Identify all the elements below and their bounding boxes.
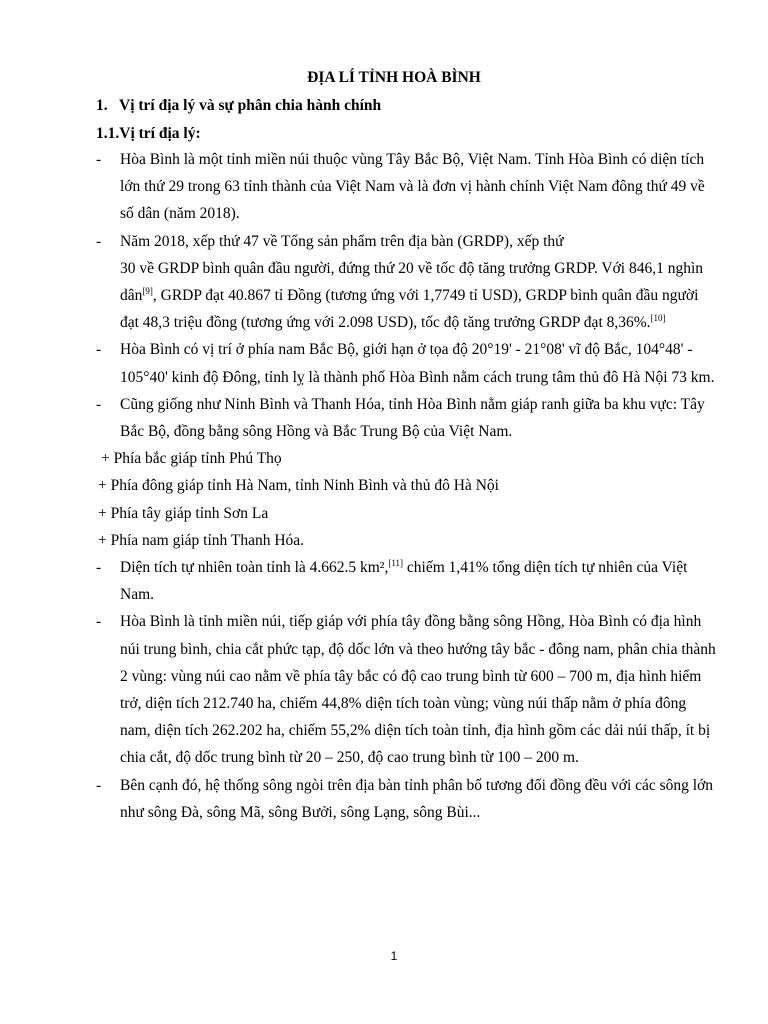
- bullet-text: chiếm 1,41% tổng diện tích tự nhiên của Việt Nam.: [120, 559, 688, 604]
- bullet-dash: -: [96, 232, 102, 250]
- bullet-text: Năm 2018, xếp thứ 47 về Tổng sản phẩm trên địa bàn (GRDP), xếp thứ: [120, 232, 564, 250]
- bullet-text: Hòa Bình là tỉnh miền núi, tiếp giáp với phía tây đồng bằng sông Hồng, Hòa Bình có địa hình núi trung bình, chia cắt phức tạp, độ dốc lớn và theo hướng tây bắc - đông nam, phân chia thành 2 vùng: vùng núi cao nằm về phía tây bắc có độ cao trung bình từ 600 – 700 m, địa hình hiểm trở, diện tích 212.740 ha, chiếm 44,8% diện tích toàn vùng; vùng núi thấp nằm ở phía đông nam, diện tích 262.202 ha, chiếm 55,2% diện tích toàn tỉnh, địa hình gồm các dải núi thấp, ít bị chia cắt, độ dốc trung bình từ 20 – 250, độ cao trung bình từ 100 – 200 m.: [120, 613, 716, 767]
- border-east: + Phía đông giáp tỉnh Hà Nam, tỉnh Ninh Bình và thủ đô Hà Nội: [98, 477, 499, 495]
- bullet-dash: -: [96, 151, 102, 168]
- bullet-dash: -: [96, 395, 102, 413]
- page-number: 1: [390, 949, 398, 963]
- bullet-text: 30 về GRDP bình quân đầu người, đứng thứ 20 về tốc độ tăng trưởng GRDP. Với 846,1 nghìn dân: [120, 259, 704, 305]
- bullet-dash: -: [96, 613, 102, 631]
- bullet-item: [96, 554, 716, 608]
- section-1-1-heading: 1.1.Vị trí địa lý:: [96, 125, 201, 142]
- bullet-item: [96, 336, 716, 390]
- bullet-text: Cũng giống như Ninh Bình và Thanh Hóa, tỉnh Hòa Bình nằm giáp ranh giữa ba khu vực: Tây Bắc Bộ, đồng bằng sông Hồng và Bắc Trung Bộ của Việt Nam.: [120, 395, 705, 441]
- footnote-ref[interactable]: [9]: [142, 286, 153, 297]
- document-title: ĐỊA LÍ TỈNH HOÀ BÌNH: [307, 69, 481, 86]
- bullet-text: Hòa Bình có vị trí ở phía nam Bắc Bộ, giới hạn ở tọa độ 20°19' - 21°08' vĩ độ Bắc, 104°48' - 105°40' kinh độ Đông, tỉnh lỵ là thành phố Hòa Bình nằm cách trung tâm thủ đô Hà Nội 73 km.: [120, 341, 715, 386]
- bullet-text: Hòa Bình là một tỉnh miền núi thuộc vùng Tây Bắc Bộ, Việt Nam. Tỉnh Hòa Bình có diện tích lớn thứ 29 trong 63 tỉnh thành của Việt Nam và là đơn vị hành chính Việt Nam đông thứ 49 về số dân (năm 2018).: [120, 151, 705, 223]
- bullet-text: Diện tích tự nhiên toàn tỉnh là 4.662.5 km²,: [120, 559, 389, 577]
- footnote-ref[interactable]: [11]: [388, 558, 404, 569]
- bullet-text: Bên cạnh đó, hệ thống sông ngòi trên địa bàn tỉnh phân bố tương đối đồng đều với các sông lớn như sông Đà, sông Mã, sông Bưởi, sông Lạng, sông Bùi...: [120, 776, 714, 821]
- section-1-title: Vị trí địa lý và sự phân chia hành chính: [119, 97, 382, 114]
- document-body: [96, 146, 716, 826]
- bullet-dash: -: [96, 341, 102, 359]
- bullet-item: [96, 146, 716, 228]
- bullet-item: [96, 772, 716, 826]
- bullet-item: [96, 228, 716, 337]
- border-south: + Phía nam giáp tỉnh Thanh Hóa.: [98, 531, 305, 549]
- section-1-heading: [96, 96, 381, 116]
- bullet-text: , GRDP đạt 40.867 tỉ Đồng (tương ứng với 1,7749 tỉ USD), GRDP bình quân đầu người đạt 48,3 triệu đồng (tương ứng với 2.098 USD), tốc độ tăng trưởng GRDP đạt 8,36%.: [120, 287, 699, 332]
- bullet-dash: -: [96, 776, 102, 794]
- footnote-ref[interactable]: [10]: [650, 313, 666, 324]
- bullet-item: [96, 608, 716, 771]
- border-north: + Phía bắc giáp tỉnh Phú Thọ: [101, 450, 282, 468]
- border-west: + Phía tây giáp tỉnh Sơn La: [98, 504, 269, 522]
- bullet-item: [96, 391, 716, 445]
- section-1-number: 1.: [96, 97, 108, 114]
- bullet-dash: -: [96, 559, 102, 577]
